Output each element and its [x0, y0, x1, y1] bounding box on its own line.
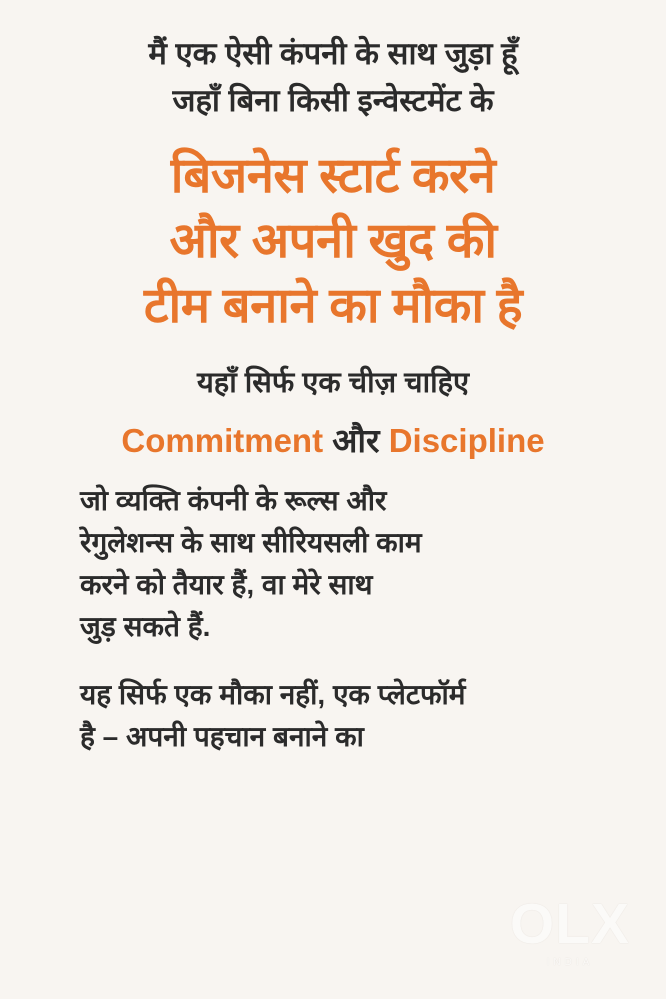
closing-text [26, 674, 640, 758]
intro-text [26, 34, 640, 122]
keyword-commitment: Commitment [121, 421, 324, 459]
intro-line-1: मैं एक ऐसी कंपनी के साथ जुड़ा हूँ [148, 36, 518, 71]
watermark-logo-text: OLX [509, 892, 631, 956]
closing-line-1: यह सिर्फ एक मौका नहीं, एक प्लेटफॉर्म [80, 678, 466, 710]
olx-watermark [496, 892, 644, 969]
headline-line-1: बिजनेस स्टार्ट करने [170, 148, 496, 203]
subheading-text: यहाँ सिर्फ एक चीज़ चाहिए [196, 367, 470, 400]
headline-line-2: और अपनी खुद की [169, 213, 497, 268]
headline-text [26, 144, 640, 339]
watermark-subtext: INDIA [546, 957, 594, 968]
intro-line-2: जहाँ बिना किसी इन्वेस्टमेंट के [172, 82, 494, 118]
body-line-2: रेगुलेशन्स के साथ सीरियसली काम [80, 526, 422, 558]
headline-line-3: टीम बनाने का मौका है [143, 279, 523, 334]
closing-line-2: है – अपनी पहचान बनाने का [80, 720, 364, 752]
keywords-line [26, 417, 640, 462]
body-line-4: जुड़ सकते हैं. [80, 610, 211, 642]
keyword-conjunction: और [332, 421, 380, 459]
body-text [26, 480, 640, 648]
body-line-1: जो व्यक्ति कंपनी के रूल्स और [80, 484, 387, 516]
body-line-3: करने को तैयार हैं, वा मेरे साथ [80, 568, 373, 600]
keyword-discipline: Discipline [388, 421, 545, 459]
